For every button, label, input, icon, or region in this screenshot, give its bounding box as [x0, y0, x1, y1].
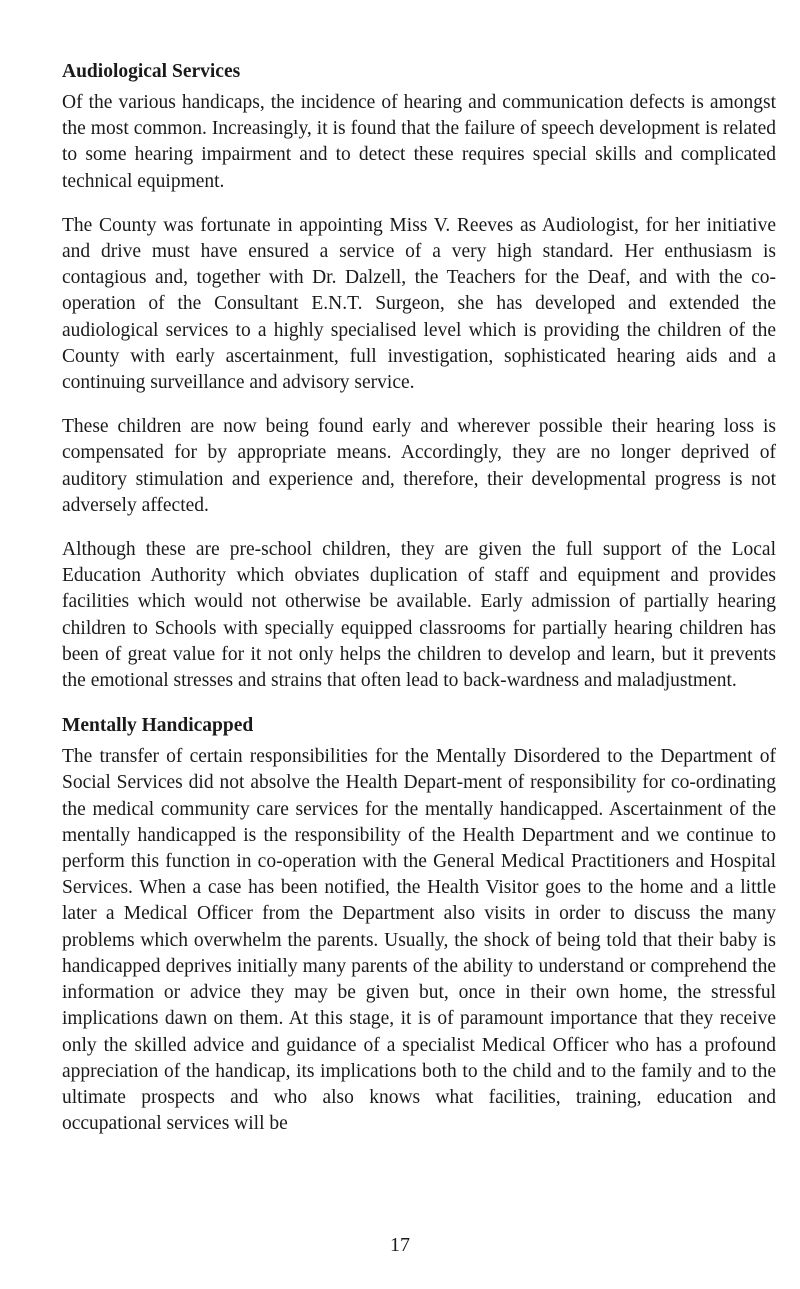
paragraph: These children are now being found early and wherever possible their hearing loss is compensated for by appropriate means. Accordingly, they are no longer deprived of auditory stimulation and experience and, therefore, their developmental progress is not adversely affected. — [62, 416, 776, 516]
paragraph: Of the various handicaps, the incidence of hearing and communication defects is amongst the most common. Increasingly, it is found that the failure of speech development is related to some hearing impairment and to detect these requires special skills and complicated technical equipment. — [62, 92, 776, 192]
page-number: 17 — [390, 1234, 410, 1256]
section-heading-mentally-handicapped: Mentally Handicapped — [62, 715, 254, 737]
paragraph: The County was fortunate in appointing Miss V. Reeves as Audiologist, for her initiative and drive must have ensured a service of a very high standard. Her enthusiasm is contagious and, together with Dr. Dalzell, the Teachers for the Deaf, and with the co-operation of the Consultant E.N.T. Surgeon, she has developed and extended the audiological services to a highly specialised level which is providing the children of the County with early ascertainment, full investigation, sophisticated hearing aids and a continuing surveillance and advisory service. — [62, 214, 776, 394]
document-page — [62, 58, 776, 1155]
section-heading-audiological: Audiological Services — [62, 61, 241, 82]
paragraph: The transfer of certain responsibilities for the Mentally Disordered to the Department of Social Services did not absolve the Health Depart-ment of responsibility for co-ordinating the medical community care services for the mentally handicapped. Ascertainment of the mentally handicapped is the responsibility of the Health Department and we continue to perform this function in co-operation with the General Medical Practitioners and Hospital Services. When a case has been notified, the Health Visitor goes to the home and a little later a Medical Officer from the Department also visits in order to discuss the many problems which overwhelm the parents. Usually, the shock of being told that their baby is handicapped deprives initially many parents of the ability to understand or comprehend the information or advice they may be given but, once in their own home, the stressful implications dawn on them. At this stage, it is of paramount importance that they receive only the skilled advice and guidance of a specialist Medical Officer who has a profound appreciation of the handicap, its implications both to the child and to the family and to the ultimate prospects and who also knows what facilities, training, education and occupational services will be — [62, 746, 776, 1135]
paragraph: Although these are pre-school children, they are given the full support of the Local Education Authority which obviates duplication of staff and equipment and provides facilities which would not otherwise be available. Early admission of partially hearing children to Schools with specially equipped classrooms for partially hearing children has been of great value for it not only helps the children to develop and learn, but it prevents the emotional stresses and strains that often lead to back-wardness and maladjustment. — [62, 539, 776, 692]
